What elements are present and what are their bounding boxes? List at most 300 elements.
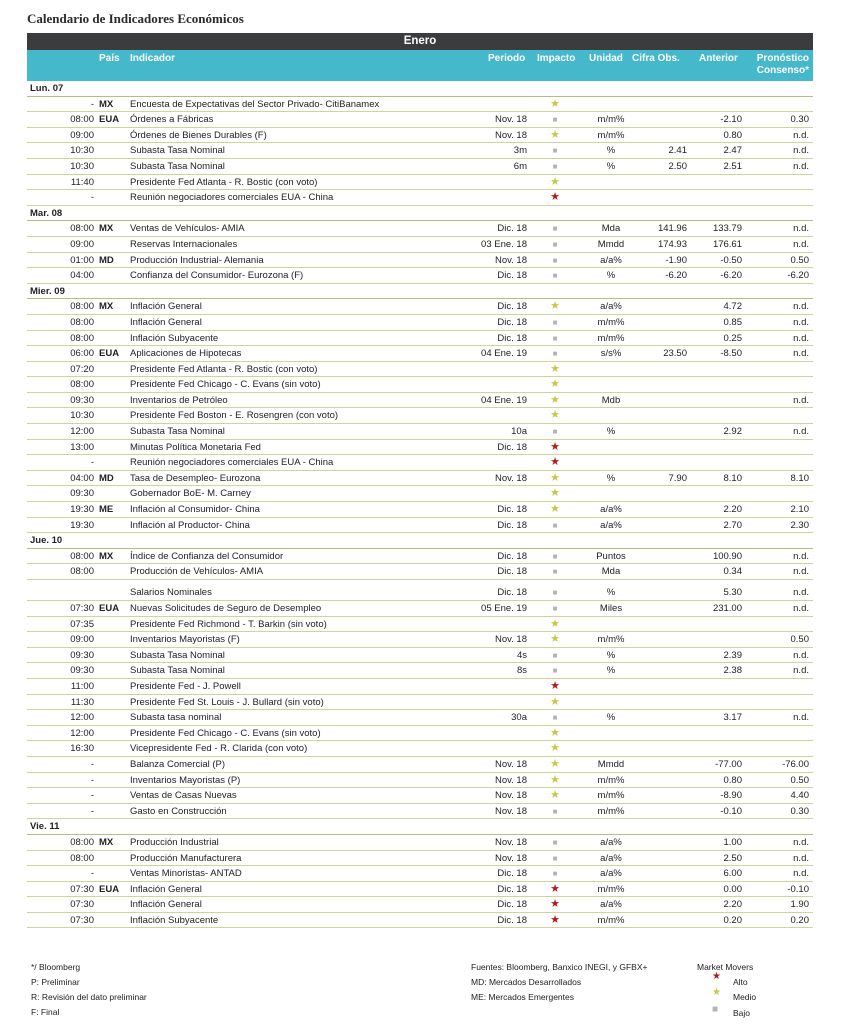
period-cell: Dic. 18 [497,914,527,926]
country-cell: EUA [99,603,120,614]
indicator-cell: Producción Industrial- Alemania [130,254,264,266]
legend-bajo: Bajo [733,1008,751,1018]
unit-cell: Puntos [596,550,626,562]
table-row [27,913,813,929]
indicator-cell: Presidente Fed - J. Powell [130,680,241,692]
forecast-cell: 0.50 [790,774,809,786]
time-cell: 08:00 [70,550,94,562]
indicator-cell: Inflación General [130,316,202,328]
yellow-star-icon: ★ [550,393,560,406]
previous-cell: 0.34 [723,566,742,578]
red-star-icon: ★ [550,913,560,926]
unit-cell: % [606,426,616,438]
yellow-star-icon: ★ [712,987,721,998]
time-cell: 19:30 [70,504,94,516]
yellow-star-icon: ★ [550,487,560,500]
period-cell: Dic. 18 [497,504,527,516]
indicator-cell: Presidente Fed Chicago - C. Evans (sin voto) [130,379,321,391]
forecast-cell: n.d. [793,836,809,848]
gray-square-icon: ■ [552,650,558,660]
indicator-table [27,81,813,928]
unit-cell: m/m% [597,774,625,786]
table-row [27,695,813,711]
period-cell: 10a [511,426,527,438]
red-star-icon: ★ [550,191,560,204]
red-star-icon: ★ [712,971,721,982]
forecast-cell: n.d. [793,852,809,864]
indicator-cell: Inflación General [130,883,202,895]
period-cell: 04 Ene. 19 [481,394,527,406]
country-cell: MX [99,301,114,313]
indicator-cell: Inflación al Consumidor- China [130,504,260,516]
time-cell: 11:40 [70,176,94,188]
forecast-cell: n.d. [793,566,809,578]
time-cell: 09:30 [70,488,94,500]
gray-square-icon: ■ [552,588,558,597]
previous-cell: 133.79 [712,223,742,235]
unit-cell: a/a% [600,852,622,864]
previous-cell: 8.10 [723,472,742,484]
note-preliminar: P: Preliminar [31,977,80,987]
time-cell: 16:30 [70,743,94,755]
period-cell: Dic. 18 [497,441,527,453]
unit-cell: m/m% [597,332,625,344]
table-row [27,377,813,393]
time-cell: 04:00 [70,472,94,484]
note-final: F: Final [31,1007,60,1017]
forecast-cell: n.d. [793,712,809,724]
red-star-icon: ★ [550,898,560,911]
header-forecast-line1: Pronóstico [756,53,809,64]
period-cell: Dic. 18 [497,899,527,911]
unit-cell: Mmdd [597,238,625,250]
time-cell: - [90,790,94,802]
legend-alto: Alto [733,977,748,987]
indicator-cell: Producción Manufacturera [130,852,242,864]
previous-cell: 0.00 [723,883,742,895]
forecast-cell: n.d. [793,348,809,360]
day-label: Mar. 08 [30,207,63,219]
obs-cell: 141.96 [657,223,687,235]
forecast-cell: n.d. [793,223,809,235]
unit-cell: Mda [601,566,621,578]
indicator-cell: Presidente Fed Atlanta - R. Bostic (con voto) [130,363,318,375]
time-cell: 07:20 [70,363,94,375]
period-cell: Dic. 18 [497,270,527,282]
unit-cell: % [606,160,616,172]
forecast-cell: n.d. [793,316,809,328]
day-header-row [27,81,813,97]
indicator-cell: Presidente Fed Richmond - T. Barkin (sin voto) [130,618,327,630]
indicator-cell: Encuesta de Expectativas del Sector Privado- CitiBanamex [130,98,380,110]
time-cell: 07:30 [70,899,94,911]
indicator-cell: Inflación Subyacente [130,332,219,344]
yellow-star-icon: ★ [550,300,560,313]
previous-cell: 5.30 [723,587,742,598]
indicator-cell: Inflación General [130,899,202,911]
indicator-cell: Inflación Subyacente [130,914,219,926]
period-cell: 8s [516,665,527,677]
yellow-star-icon: ★ [550,757,560,770]
table-row [27,663,813,679]
unit-cell: m/m% [597,634,625,646]
unit-cell: a/a% [600,504,622,516]
indicator-cell: Producción Industrial [130,836,219,848]
previous-cell: -77.00 [715,758,742,770]
previous-cell: 0.80 [723,774,742,786]
header-forecast-line2: Consenso* [756,65,809,76]
table-row [27,237,813,253]
table-row [27,741,813,757]
gray-square-icon: ■ [552,427,558,437]
previous-cell: 2.92 [723,426,742,438]
forecast-cell: n.d. [793,332,809,344]
table-header [27,50,813,81]
time-cell: 07:35 [70,618,94,630]
gray-square-icon: ■ [552,161,558,171]
day-label: Vie. 11 [30,821,60,833]
indicator-cell: Ventas de Casas Nuevas [130,790,237,802]
period-cell: 6m [513,160,527,172]
forecast-cell: n.d. [793,587,809,598]
forecast-cell: 1.90 [790,899,809,911]
country-cell: EUA [99,114,120,126]
table-row [27,882,813,898]
red-star-icon: ★ [550,882,560,895]
previous-cell: 2.20 [723,899,742,911]
time-cell: 11:30 [70,696,94,708]
period-cell: Nov. 18 [494,114,527,126]
table-row [27,455,813,471]
unit-cell: a/a% [600,519,622,531]
yellow-star-icon: ★ [550,175,560,188]
time-cell: 10:30 [70,410,94,422]
table-row [27,564,813,580]
unit-cell: m/m% [597,316,625,328]
unit-cell: m/m% [597,914,625,926]
period-cell: Nov. 18 [494,805,527,817]
indicator-cell: Reservas Internacionales [130,238,238,250]
gray-square-icon: ■ [552,567,558,577]
gray-square-icon: ■ [712,1004,719,1015]
indicator-cell: Presidente Fed Chicago - C. Evans (sin voto) [130,727,321,739]
table-row [27,897,813,913]
period-cell: Nov. 18 [494,836,527,848]
obs-cell: 174.93 [657,238,687,250]
indicator-cell: Inflación General [130,301,202,313]
yellow-star-icon: ★ [550,633,560,646]
unit-cell: % [606,145,616,157]
time-cell: - [90,868,94,880]
forecast-cell: 0.50 [790,254,809,266]
previous-cell: 0.20 [723,914,742,926]
table-row [27,440,813,456]
unit-cell: a/a% [600,899,622,911]
previous-cell: 6.00 [723,868,742,880]
indicator-cell: Ventas de Vehículos- AMIA [130,223,245,235]
previous-cell: 2.50 [723,852,742,864]
indicator-cell: Inventarios de Petróleo [130,394,228,406]
period-cell: 03 Ene. 18 [481,238,527,250]
period-cell: 05 Ene. 19 [481,603,527,614]
forecast-cell: 2.10 [790,504,809,516]
period-cell: Nov. 18 [494,129,527,141]
unit-cell: % [606,649,616,661]
time-cell: 09:00 [70,238,94,250]
unit-cell: m/m% [597,790,625,802]
previous-cell: 2.47 [723,145,742,157]
day-label: Lun. 07 [30,83,64,94]
previous-cell: -8.90 [720,790,742,802]
time-cell: 09:30 [70,394,94,406]
time-cell: 08:00 [70,223,94,235]
forecast-cell: 0.30 [790,114,809,126]
time-cell: 12:00 [70,426,94,438]
forecast-cell: 2.30 [790,519,809,531]
table-row [27,362,813,378]
indicator-cell: Subasta Tasa Nominal [130,649,225,661]
day-header-row [27,819,813,835]
table-row [27,617,813,633]
sources-text: Fuentes: Bloomberg, Banxico INEGI, y GFBX+ [471,962,648,972]
previous-cell: -8.50 [720,348,742,360]
red-star-icon: ★ [550,679,560,692]
unit-cell: a/a% [600,254,622,266]
previous-cell: 2.38 [723,665,742,677]
note-revision: R: Revisión del dato preliminar [31,992,147,1002]
gray-square-icon: ■ [552,520,558,530]
gray-square-icon: ■ [552,271,558,281]
yellow-star-icon: ★ [550,378,560,391]
obs-cell: 7.90 [668,472,687,484]
unit-cell: s/s% [600,348,622,360]
forecast-cell: 8.10 [790,472,809,484]
table-row [27,299,813,315]
obs-cell: -1.90 [665,254,687,266]
note-bloomberg: */ Bloomberg [31,962,81,972]
time-cell: - [90,774,94,786]
unit-cell: m/m% [597,805,625,817]
unit-cell: % [606,270,616,282]
previous-cell: 1.00 [723,836,742,848]
day-header-row [27,533,813,549]
forecast-cell: 0.50 [790,634,809,646]
time-cell: 12:00 [70,712,94,724]
indicator-cell: Balanza Comercial (P) [130,758,226,770]
country-cell: EUA [99,348,120,360]
table-row [27,835,813,851]
header-unit: Unidad [589,53,623,64]
header-indicator: Indicador [130,53,176,64]
time-cell: 13:00 [70,441,94,453]
period-cell: Dic. 18 [497,316,527,328]
time-cell: 01:00 [70,254,94,266]
table-row [27,518,813,534]
me-note: ME: Mercados Emergentes [471,992,574,1002]
time-cell: 08:00 [70,301,94,313]
gray-square-icon: ■ [552,551,558,561]
table-row [27,268,813,284]
forecast-cell: 0.30 [790,805,809,817]
time-cell: 09:30 [70,649,94,661]
previous-cell: 0.25 [723,332,742,344]
previous-cell: 0.85 [723,316,742,328]
unit-cell: a/a% [600,868,622,880]
table-row [27,632,813,648]
forecast-cell: n.d. [793,145,809,157]
unit-cell: Miles [599,603,623,614]
forecast-cell: -6.20 [787,270,809,282]
gray-square-icon: ■ [552,349,558,359]
table-row [27,143,813,159]
time-cell: 09:00 [70,129,94,141]
gray-square-icon: ■ [552,146,558,156]
country-cell: ME [99,504,114,516]
indicator-cell: Vicepresidente Fed - R. Clarida (con voto) [130,743,308,755]
table-row [27,331,813,347]
period-cell: 04 Ene. 19 [481,348,527,360]
table-row [27,315,813,331]
table-row [27,175,813,191]
day-label: Jue. 10 [30,535,63,547]
indicator-cell: Tasa de Desempleo- Eurozona [130,472,261,484]
forecast-cell: n.d. [793,160,809,172]
table-row [27,726,813,742]
indicator-cell: Salarios Nominales [130,587,212,598]
table-row [27,502,813,518]
indicator-cell: Presidente Fed St. Louis - J. Bullard (sin voto) [130,696,324,708]
gray-square-icon: ■ [552,713,558,723]
header-period: Periodo [488,53,526,64]
country-cell: MX [99,223,114,235]
forecast-cell: n.d. [793,394,809,406]
table-row [27,851,813,867]
gray-square-icon: ■ [552,239,558,249]
gray-square-icon: ■ [552,806,558,816]
gray-square-icon: ■ [552,224,558,234]
gray-square-icon: ■ [552,115,558,125]
indicator-cell: Subasta Tasa Nominal [130,160,225,172]
time-cell: 10:30 [70,145,94,157]
header-prev: Anterior [699,53,738,64]
country-cell: MX [99,98,114,110]
period-cell: Dic. 18 [497,587,527,598]
period-cell: 30a [511,712,527,724]
period-cell: Nov. 18 [494,472,527,484]
table-row [27,159,813,175]
time-cell: 08:00 [70,332,94,344]
table-row [27,601,813,617]
time-cell: 09:30 [70,665,94,677]
period-cell: Dic. 18 [497,566,527,578]
table-row [27,773,813,789]
time-cell: 08:00 [70,566,94,578]
previous-cell: 2.20 [723,504,742,516]
gray-square-icon: ■ [552,853,558,863]
previous-cell: 4.72 [723,301,742,313]
yellow-star-icon: ★ [550,742,560,755]
unit-cell: % [606,587,616,598]
period-cell: Dic. 18 [497,868,527,880]
time-cell: 07:30 [70,914,94,926]
forecast-cell: n.d. [793,649,809,661]
table-row [27,393,813,409]
table-row [27,648,813,664]
unit-cell: a/a% [600,836,622,848]
period-cell: Nov. 18 [494,254,527,266]
day-label: Mier. 09 [30,285,65,297]
period-cell: Nov. 18 [494,790,527,802]
period-cell: Dic. 18 [497,223,527,235]
yellow-star-icon: ★ [550,695,560,708]
forecast-cell: n.d. [793,603,809,614]
indicator-cell: Índice de Confianza del Consumidor [130,550,284,562]
indicator-cell: Presidente Fed Boston - E. Rosengren (con voto) [130,410,339,422]
time-cell: 08:00 [70,852,94,864]
time-cell: 06:00 [70,348,94,360]
previous-cell: 2.51 [723,160,742,172]
table-row [27,221,813,237]
previous-cell: 100.90 [712,550,742,562]
yellow-star-icon: ★ [550,503,560,516]
period-cell: Dic. 18 [497,519,527,531]
time-cell: 08:00 [70,379,94,391]
page-title: Calendario de Indicadores Económicos [27,11,244,26]
unit-cell: % [606,712,616,724]
table-row [27,97,813,113]
table-row [27,866,813,882]
month-banner: Enero [27,33,813,50]
period-cell: Nov. 18 [494,634,527,646]
indicator-cell: Confianza del Consumidor- Eurozona (F) [130,270,304,282]
forecast-cell: n.d. [793,129,809,141]
table-row [27,788,813,804]
country-cell: MD [99,254,114,266]
gray-square-icon: ■ [552,837,558,847]
gray-square-icon: ■ [552,869,558,879]
period-cell: Nov. 18 [494,852,527,864]
yellow-star-icon: ★ [550,97,560,110]
gray-square-icon: ■ [552,666,558,676]
forecast-cell: n.d. [793,301,809,313]
forecast-cell: n.d. [793,426,809,438]
indicator-cell: Inventarios Mayoristas (F) [130,634,240,646]
legend-medio: Medio [733,992,757,1002]
yellow-star-icon: ★ [550,617,560,630]
period-cell: Nov. 18 [494,774,527,786]
obs-cell: 2.50 [668,160,687,172]
indicator-cell: Reunión negociadores comerciales EUA - China [130,192,334,204]
table-row [27,486,813,502]
yellow-star-icon: ★ [550,362,560,375]
table-row [27,112,813,128]
period-cell: Dic. 18 [497,332,527,344]
indicator-cell: Subasta Tasa Nominal [130,426,225,438]
gray-square-icon: ■ [552,317,558,327]
indicator-cell: Gobernador BoE- M. Carney [130,488,251,500]
previous-cell: 3.17 [723,712,742,724]
indicator-cell: Reunión negociadores comerciales EUA - China [130,457,334,469]
unit-cell: Mdb [601,394,621,406]
obs-cell: 2.41 [668,145,687,157]
table-row [27,128,813,144]
unit-cell: m/m% [597,129,625,141]
time-cell: 08:00 [70,316,94,328]
indicator-cell: Ventas Minoristas- ANTAD [130,868,242,880]
indicator-cell: Inventarios Mayoristas (P) [130,774,241,786]
time-cell: 11:00 [70,680,94,692]
previous-cell: 2.39 [723,649,742,661]
